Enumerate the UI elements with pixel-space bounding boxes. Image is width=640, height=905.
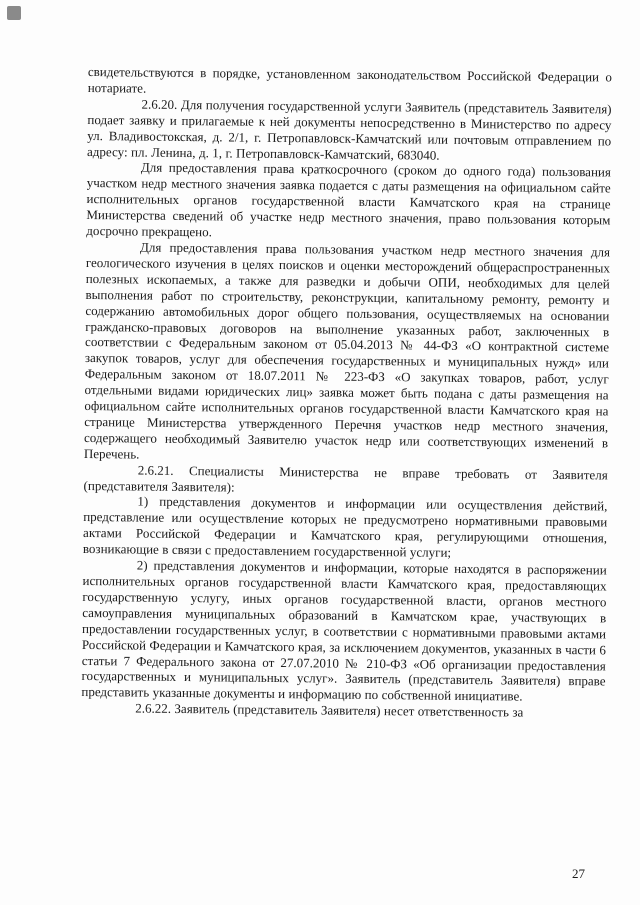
paragraph-geological-study: Для предоставления права пользования участком недр местного значения для геологического изучения в целях поисков и оценки месторождений общераспространенных полезных ископаемых, а также для разведки и добычи ОПИ, необходимых для целей выполнения работ по строительству, реконструкции, капитальному ремонту, ремонту и содержанию автомобильных дорог общего пользования, осуществляемых на основании гражданско-правовых договоров на выполнение указанных работ, заключенных в соответствии с Федеральным законом от 05.04.2013 № 44-ФЗ «О контрактной системе закупок товаров, услуг для обеспечения государственных и муниципальных нужд» или Федеральным законом от 18.07.2011 № 223-ФЗ «О закупках товаров, работ, услуг отдельными видами юридических лиц» заявка может быть подана с даты размещения на официальном сайте исполнительных органов государственной власти Камчатского края на странице Министерства утвержденного Перечня участков недр местного значения, содержащего необходимый Заявителю участок недр или соответствующих изменений в Перечень. [83, 239, 611, 462]
list-item-2: 2) представления документов и информации, которые находятся в распоряжении исполнительных органов государственной власти Камчатского края, предоставляющих государственную услугу, иных органов государственной власти, органов местного самоуправления муниципальных образований в Камчатском крае, участвующих в предоставлении государственных услуг, в соответствии с нормативными правовыми актами Российской Федерации и Камчатского края, за исключением документов, указанных в части 6 статьи 7 Федерального закона от 27.07.2010 № 210-ФЗ «Об организации предоставления государственных и муниципальных услуг». Заявитель (представитель Заявителя) вправе представить указанные документы и информацию по собственной инициативе. [81, 557, 607, 704]
paragraph-continuation: свидетельствуются в порядке, установленном законодательством Российской Федерации о нотариате. [87, 64, 612, 96]
scan-corner-mark [7, 6, 21, 20]
paragraph-2-6-21: 2.6.21. Специалисты Министерства не вправе требовать от Заявителя (представителя Заявителя): [83, 462, 608, 495]
page-number: 27 [572, 866, 585, 881]
paragraph-2-6-22: 2.6.22. Заявитель (представитель Заявителя) несет ответственность за [135, 700, 524, 720]
document-body [81, 64, 612, 722]
paragraph-2-6-20: 2.6.20. Для получения государственной услуги Заявитель (представитель Заявителя) подает заявку и прилагаемые к ней документы непосредственно в Министерство по адресу ул. Владивостокская, д. 2/1, г. Петропавловск-Камчатский или почтовым отправлением по адресу: пл. Ленина, д. 1, г. Петропавловск-Камчатский, 683040. [87, 96, 612, 163]
paragraph-short-term-use: Для предоставления права краткосрочного (сроком до одного года) пользования участком недр местного значения заявка подается с даты размещения на официальном сайте исполнительных органов государственной власти Камчатского края на странице Министерства сведений об участке недр местного значения, право пользования которым досрочно прекращено. [86, 159, 611, 240]
list-item-1: 1) представления документов и информации или осуществления действий, представление или осуществление которых не предусмотрено нормативными правовыми актами Российской Федерации и Камчатского края, регулирующими отношения, возникающие в связи с предоставлением государственной услуги; [82, 494, 608, 561]
